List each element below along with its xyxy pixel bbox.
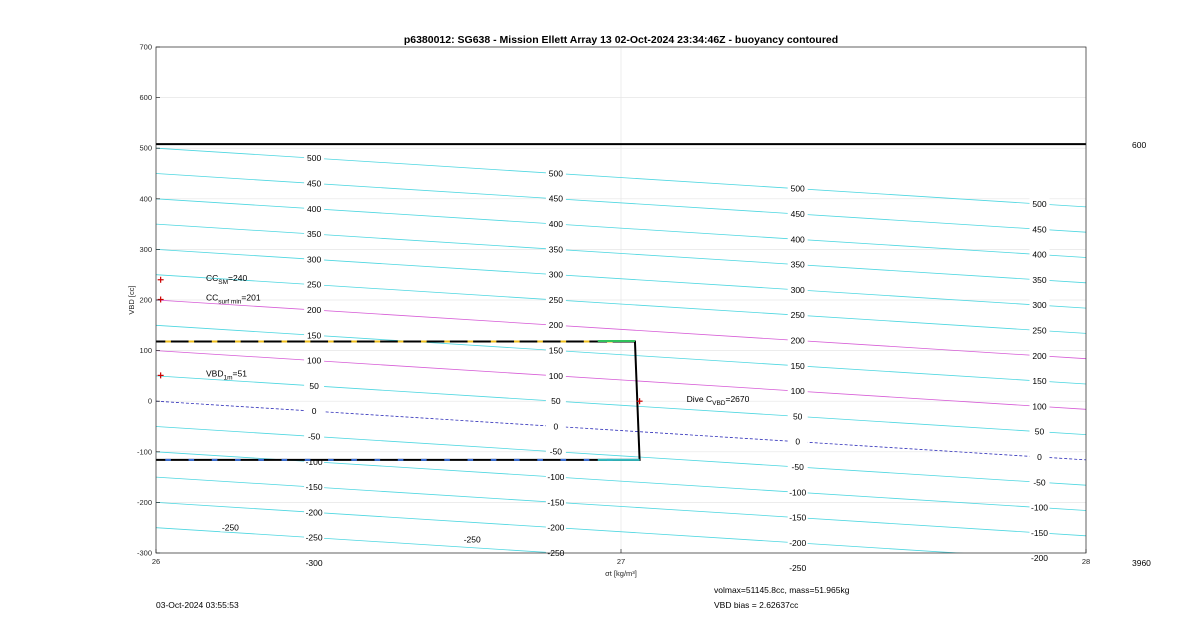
contour-label: -100	[1030, 502, 1049, 513]
contour-label: -250	[305, 532, 323, 543]
footer-timestamp: 03-Oct-2024 03:55:53	[156, 600, 239, 610]
contour-label: 450	[548, 193, 563, 204]
contour-label: 450	[1032, 224, 1047, 235]
contour-label: 50	[792, 411, 803, 422]
contour-label: 500	[790, 183, 805, 194]
contour-label: -250	[221, 522, 239, 533]
contour-label: 400	[548, 219, 563, 230]
contour-label: -150	[789, 512, 807, 523]
y-tick-label: 600	[139, 93, 152, 103]
contour-label: 250	[1032, 325, 1047, 336]
contour-label: -150	[547, 497, 565, 508]
contour-label: 150	[548, 345, 563, 356]
contour-label: 350	[548, 244, 563, 255]
contour-label: 50	[1034, 426, 1045, 437]
contour-label: -200	[547, 522, 565, 533]
x-tick-label: 27	[616, 557, 626, 566]
y-tick-label: 200	[139, 295, 152, 305]
contour-label: -50	[791, 462, 804, 473]
contour-label: -100	[547, 472, 565, 483]
contour-label: 500	[1032, 198, 1047, 209]
contour-label: 450	[790, 209, 805, 220]
marker-annotation: Dive $C_{VBD}=2670$	[686, 394, 750, 408]
contour-label: -250	[789, 563, 807, 574]
contour-label: 350	[1032, 274, 1047, 285]
y-tick-label: -100	[136, 447, 152, 457]
contour-label: -250	[463, 534, 481, 545]
contour-label: 500	[548, 168, 563, 179]
y-tick-label: 100	[139, 346, 152, 356]
contour-label: -200	[789, 537, 807, 548]
contour-label: -150	[305, 482, 323, 493]
marker-annotation: $CC_{SM}=240$	[206, 272, 248, 286]
contour-label: 450	[307, 178, 322, 189]
contour-label: 100	[1032, 401, 1047, 412]
y-tick-label: 500	[139, 143, 152, 153]
contour-label: 400	[307, 203, 322, 214]
x-tick-label: 26	[151, 557, 161, 566]
contour-label: -50	[1033, 477, 1046, 488]
contour-label: -100	[789, 487, 807, 498]
contour-label: -300	[305, 557, 323, 568]
contour-label: 200	[307, 304, 322, 315]
contour-label: 0	[553, 421, 559, 432]
contour-label: 400	[790, 234, 805, 245]
contour-label: 50	[551, 396, 561, 407]
contour-label: 300	[307, 254, 322, 265]
contour-label: 100	[307, 355, 322, 366]
contour-label: 0	[795, 436, 801, 447]
contour-label: 300	[790, 284, 805, 295]
contour-label: 300	[548, 269, 563, 280]
y-tick-label: 0	[147, 396, 152, 406]
contour-label: 350	[307, 229, 322, 240]
contour-label: 250	[548, 294, 563, 305]
contour-label: 200	[1032, 350, 1047, 361]
chart-title: p6380012: SG638 - Mission Ellett Array 13 02-Oct-2024 23:34:46Z - buoyancy contoured	[403, 34, 839, 46]
y-tick-label: 300	[139, 244, 152, 254]
contour-label: -200	[1030, 553, 1049, 564]
x-axis-label: σt [kg/m³]	[605, 569, 637, 578]
contour-label: -100	[305, 456, 323, 467]
contour-label: 400	[1032, 249, 1047, 260]
contour-label: 100	[790, 386, 805, 397]
y-tick-label: 700	[139, 42, 152, 52]
contour-label: 0	[311, 406, 317, 417]
contour-label: 100	[548, 370, 563, 381]
contour-label: -50	[549, 446, 563, 457]
contour-label: 300	[1032, 300, 1047, 311]
contour-label: 250	[307, 279, 322, 290]
contour-label: -150	[1030, 527, 1049, 538]
contour-label: 200	[548, 320, 563, 331]
contour-label: 150	[307, 330, 322, 341]
footer-volmax: volmax=51145.8cc, mass=51.965kg	[714, 585, 850, 595]
contour-label: -250	[547, 547, 565, 558]
contour-label: 0	[1037, 451, 1042, 462]
y-tick-label: -200	[136, 497, 152, 507]
contour-label: -200	[305, 507, 323, 518]
x-tick-label: 28	[1081, 557, 1091, 566]
y-tick-label: 400	[139, 194, 152, 204]
marker-annotation: $VBD_{1m}=51$	[206, 368, 247, 382]
contour-label: 150	[790, 360, 805, 371]
contour-label: 200	[790, 335, 805, 346]
y-axis-label: VBD [cc]	[127, 285, 136, 315]
contour-label: 250	[790, 310, 805, 321]
contour-label: 150	[1032, 376, 1047, 387]
contour-label: 350	[790, 259, 805, 270]
contour-label: 500	[307, 153, 322, 164]
right-edge-label-bottom: 3960	[1132, 558, 1151, 568]
footer-vbd-bias: VBD bias = 2.62637cc	[714, 600, 799, 610]
contour-label: -50	[307, 431, 321, 442]
contour-label: 50	[309, 380, 319, 391]
right-edge-label-top: 600	[1132, 140, 1147, 150]
y-tick-label: -300	[136, 548, 152, 558]
marker-annotation: $CC_{surf min}=201$	[206, 292, 261, 306]
